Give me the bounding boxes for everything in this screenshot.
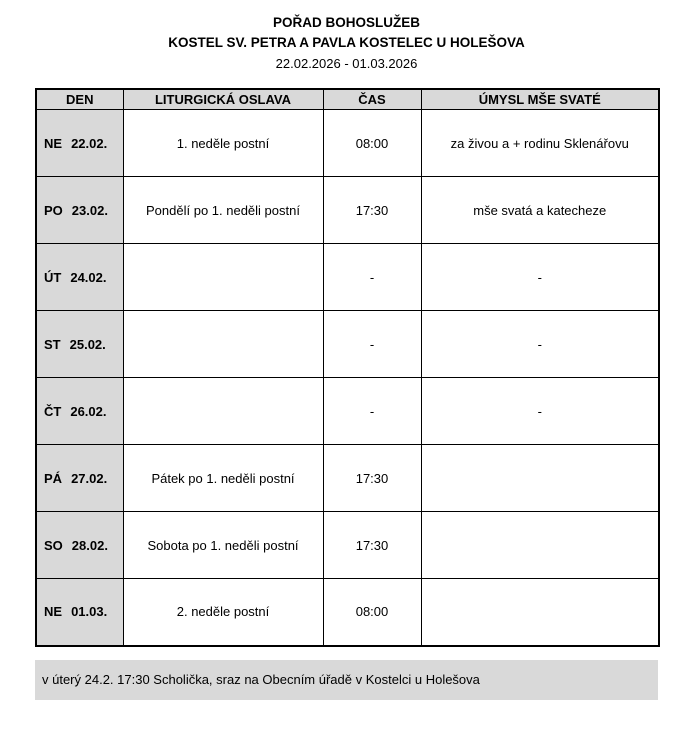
day-cell: [36, 244, 123, 311]
time-cell: -: [323, 311, 421, 378]
intention-cell: [421, 579, 659, 646]
day-cell: [36, 177, 123, 244]
intention-cell: za živou a + rodinu Sklenářovu: [421, 110, 659, 177]
liturgy-cell: 2. neděle postní: [123, 579, 323, 646]
day-abbr: PO: [44, 202, 63, 218]
table-row: [36, 445, 659, 512]
intention-cell: -: [421, 311, 659, 378]
liturgy-cell: Pátek po 1. neděli postní: [123, 445, 323, 512]
time-cell: 08:00: [323, 579, 421, 646]
intention-cell: mše svatá a katecheze: [421, 177, 659, 244]
time-cell: -: [323, 378, 421, 445]
day-date: 23.02.: [71, 202, 108, 218]
liturgy-cell: 1. neděle postní: [123, 110, 323, 177]
day-date: 24.02.: [70, 269, 107, 285]
day-cell: [36, 512, 123, 579]
day-date: 01.03.: [71, 604, 108, 620]
schedule-table: [35, 88, 660, 647]
footer-note: [35, 660, 658, 700]
col-header-liturgy: LITURGICKÁ OSLAVA: [123, 89, 323, 110]
table-row: [36, 177, 659, 244]
day-cell: [36, 378, 123, 445]
day-date: 27.02.: [71, 470, 108, 486]
liturgy-cell: [123, 378, 323, 445]
intention-cell: -: [421, 244, 659, 311]
page-title: POŘAD BOHOSLUŽEB: [272, 15, 420, 30]
table-row: [36, 378, 659, 445]
col-header-den: DEN: [36, 89, 123, 110]
liturgy-cell: Sobota po 1. neděli postní: [123, 512, 323, 579]
day-abbr: PÁ: [44, 470, 63, 486]
day-abbr: SO: [44, 537, 63, 553]
day-cell: [36, 445, 123, 512]
time-cell: 08:00: [323, 110, 421, 177]
time-cell: 17:30: [323, 512, 421, 579]
day-abbr: NE: [44, 604, 63, 620]
col-header-intention: ÚMYSL MŠE SVATÉ: [421, 89, 659, 110]
liturgy-cell: [123, 311, 323, 378]
day-date: 25.02.: [69, 336, 106, 352]
table-row: [36, 244, 659, 311]
document-header: [0, 0, 693, 74]
table-row: [36, 110, 659, 177]
intention-cell: -: [421, 378, 659, 445]
time-cell: 17:30: [323, 445, 421, 512]
footer-note-text: v úterý 24.2. 17:30 Scholička, sraz na Obecním úřadě v Kostelci u Holešova: [42, 672, 480, 688]
intention-cell: [421, 512, 659, 579]
day-cell: [36, 579, 123, 646]
church-name: KOSTEL SV. PETRA A PAVLA KOSTELEC U HOLEŠOVA: [168, 34, 525, 50]
liturgy-cell: [123, 244, 323, 311]
day-date: 22.02.: [71, 135, 108, 151]
time-cell: -: [323, 244, 421, 311]
day-abbr: NE: [44, 135, 63, 151]
day-abbr: ČT: [44, 403, 62, 419]
table-row: [36, 311, 659, 378]
day-cell: [36, 110, 123, 177]
header-row: [36, 89, 659, 110]
day-date: 28.02.: [71, 537, 108, 553]
day-abbr: ST: [44, 336, 61, 352]
liturgy-cell: Pondělí po 1. neděli postní: [123, 177, 323, 244]
col-header-time: ČAS: [323, 89, 421, 110]
date-range: 22.02.2026 - 01.03.2026: [275, 56, 418, 72]
table-row: [36, 512, 659, 579]
day-cell: [36, 311, 123, 378]
day-date: 26.02.: [70, 403, 107, 419]
intention-cell: [421, 445, 659, 512]
table-row: [36, 579, 659, 646]
time-cell: 17:30: [323, 177, 421, 244]
day-abbr: ÚT: [44, 269, 62, 285]
